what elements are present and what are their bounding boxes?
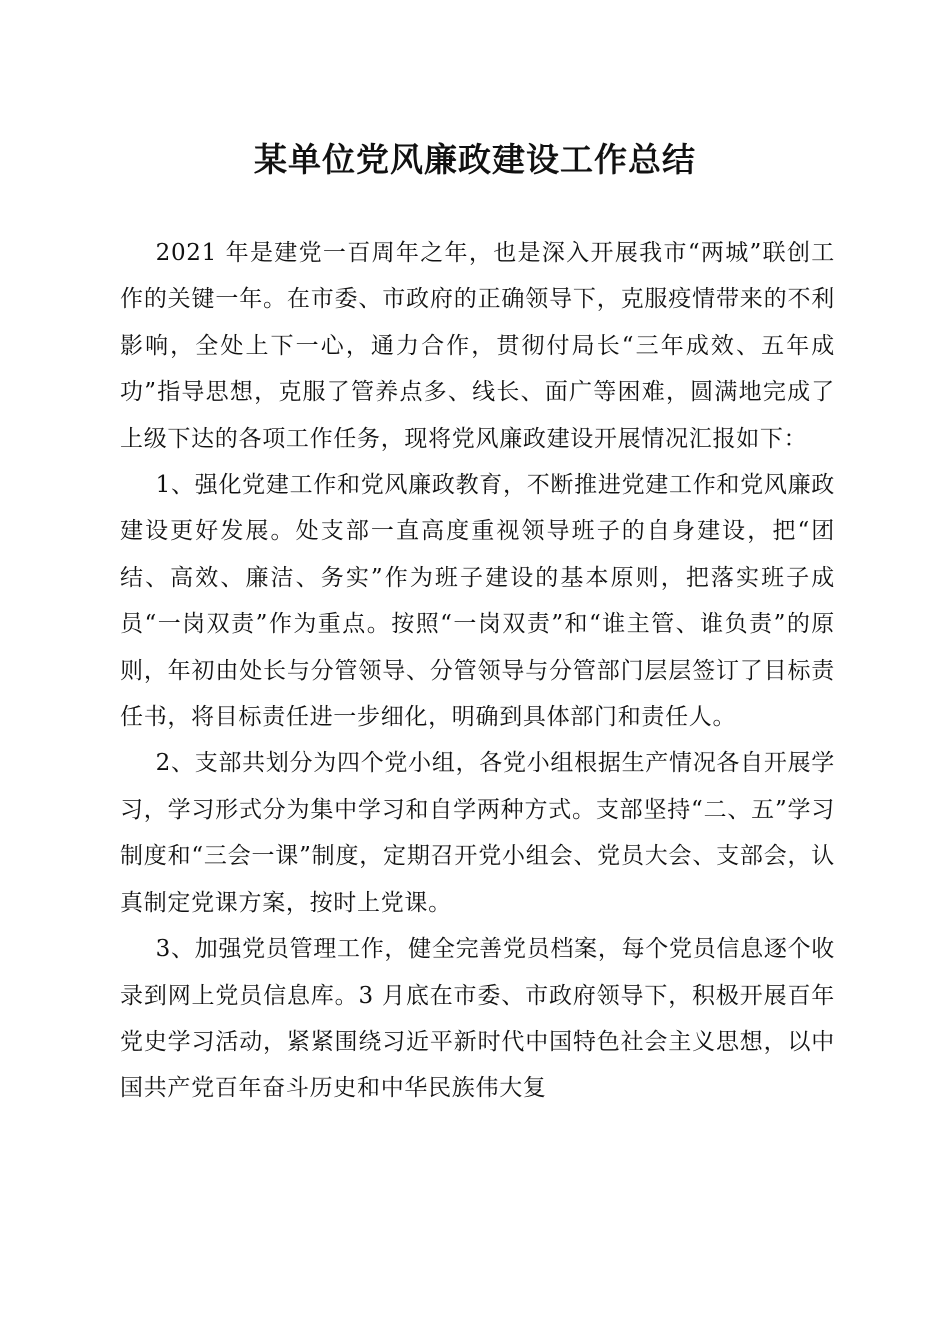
page-title: 某单位党风廉政建设工作总结 (254, 140, 696, 179)
document-body (120, 230, 835, 1112)
paragraph-item-2: 2、支部共划分为四个党小组，各党小组根据生产情况各自开展学习，学习形式分为集中学习和自学两种方式。支部坚持“二、五”学习制度和“三会一课”制度，定期召开党小组会、党员大会、支部会，认真制定党课方案，按时上党课。 (120, 750, 835, 916)
paragraph-item-1: 1、强化党建工作和党风廉政教育，不断推进党建工作和党风廉政建设更好发展。处支部一直高度重视领导班子的自身建设，把“团结、高效、廉洁、务实”作为班子建设的基本原则，把落实班子成员“一岗双责”作为重点。按照“一岗双责”和“谁主管、谁负责”的原则，年初由处长与分管领导、分管领导与分管部门层层签订了目标责任书，将目标责任进一步细化，明确到具体部门和责任人。 (120, 472, 835, 731)
paragraph-item-3: 3、加强党员管理工作，健全完善党员档案，每个党员信息逐个收录到网上党员信息库。3 月底在市委、市政府领导下，积极开展百年党史学习活动，紧紧围绕习近平新时代中国特色社会主义思想，以中国共产党百年奋斗历史和中华民族伟大复 (120, 936, 835, 1102)
paragraph-intro: 2021 年是建党一百周年之年，也是深入开展我市“两城”联创工作的关键一年。在市委、市政府的正确领导下，克服疫情带来的不利影响，全处上下一心，通力合作，贯彻付局长“三年成效、五年成功”指导思想，克服了管养点多、线长、面广等困难，圆满地完成了上级下达的各项工作任务，现将党风廉政建设开展情况汇报如下： (120, 240, 835, 452)
